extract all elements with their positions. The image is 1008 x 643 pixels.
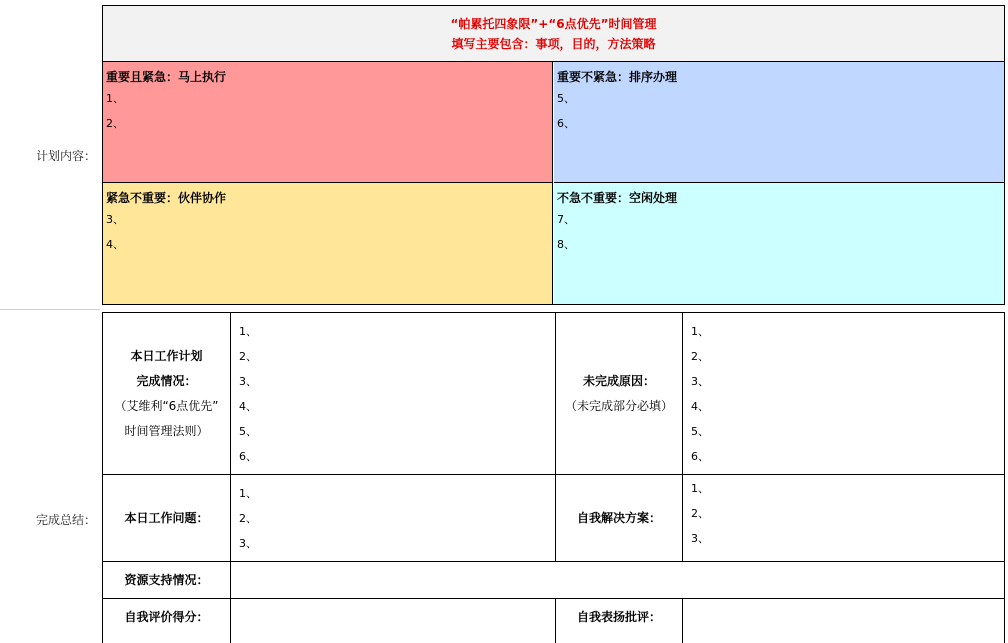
- quadrant-title: 不急不重要：空闲处理: [557, 191, 678, 205]
- quadrant-urgent-important[interactable]: [103, 62, 553, 183]
- list-item[interactable]: 2、: [239, 512, 257, 525]
- plan-header-title: “帕累托四象限”+“6点优先”时间管理: [450, 16, 657, 31]
- list-item[interactable]: 4、: [691, 400, 709, 413]
- self-score-label: [103, 599, 230, 635]
- unfinished-label-note: （未完成部分必填）: [564, 398, 673, 413]
- work-plan-label-line: 本日工作计划: [130, 348, 203, 363]
- plan-content-label: 计划内容：: [36, 149, 97, 163]
- list-item[interactable]: 1、: [691, 482, 709, 495]
- quadrant-item[interactable]: 6、: [557, 117, 575, 130]
- list-item[interactable]: 1、: [239, 325, 257, 338]
- quadrant-urgent-not-important[interactable]: [103, 183, 553, 304]
- quadrant-title: 重要不紧急：排序办理: [557, 70, 678, 84]
- self-solution-list[interactable]: [683, 475, 1004, 561]
- self-score-field[interactable]: [231, 599, 555, 643]
- list-item[interactable]: 6、: [239, 450, 257, 463]
- quadrant-item[interactable]: 8、: [557, 238, 575, 251]
- quadrant-title: 重要且紧急：马上执行: [106, 70, 227, 84]
- list-item[interactable]: 4、: [239, 400, 257, 413]
- list-item[interactable]: 5、: [239, 425, 257, 438]
- work-plan-label-note: （艾维利“6点优先”: [114, 398, 219, 413]
- work-plan-label-note: 时间管理法则）: [124, 423, 209, 438]
- summary-table: [102, 312, 1005, 643]
- list-item[interactable]: 3、: [691, 375, 709, 388]
- unfinished-reason-label: [556, 313, 682, 474]
- quadrant-item[interactable]: 1、: [106, 92, 124, 105]
- quadrant-item[interactable]: 4、: [106, 238, 124, 251]
- resource-support-label-text: 资源支持情况：: [124, 572, 209, 587]
- list-item[interactable]: 1、: [691, 325, 709, 338]
- list-item[interactable]: 2、: [691, 507, 709, 520]
- section-divider: [0, 309, 100, 310]
- list-item[interactable]: 3、: [239, 537, 257, 550]
- plan-table: [102, 5, 1005, 305]
- work-plan-list[interactable]: [231, 313, 555, 474]
- quadrant-item[interactable]: 3、: [106, 213, 124, 226]
- work-problems-label-text: 本日工作问题：: [124, 510, 209, 525]
- self-solution-label: [556, 475, 682, 561]
- unfinished-label-line: 未完成原因：: [582, 373, 655, 388]
- plan-header-subtitle: 填写主要包含：事项，目的，方法策略: [451, 36, 656, 51]
- quadrant-item[interactable]: 7、: [557, 213, 575, 226]
- work-plan-label: [103, 313, 230, 474]
- unfinished-reason-list[interactable]: [683, 313, 1004, 474]
- list-item[interactable]: 5、: [691, 425, 709, 438]
- work-problems-label: [103, 475, 230, 561]
- list-item[interactable]: 1、: [239, 487, 257, 500]
- self-score-label-text: 自我评价得分：: [124, 609, 209, 624]
- resource-support-label: [103, 562, 230, 598]
- self-review-field[interactable]: [683, 599, 1004, 643]
- work-problems-list[interactable]: [231, 475, 555, 561]
- list-item[interactable]: 2、: [691, 350, 709, 363]
- self-review-label-text: 自我表扬批评：: [576, 609, 661, 624]
- resource-support-field[interactable]: [231, 562, 1004, 598]
- self-review-label: [556, 599, 682, 635]
- list-item[interactable]: 3、: [691, 532, 709, 545]
- list-item[interactable]: 2、: [239, 350, 257, 363]
- self-solution-label-text: 自我解决方案：: [576, 510, 661, 525]
- quadrant-not-urgent-not-important[interactable]: [554, 183, 1004, 304]
- quadrant-item[interactable]: 5、: [557, 92, 575, 105]
- summary-label: 完成总结：: [36, 513, 97, 527]
- quadrant-important-not-urgent[interactable]: [554, 62, 1004, 183]
- list-item[interactable]: 6、: [691, 450, 709, 463]
- list-item[interactable]: 3、: [239, 375, 257, 388]
- work-plan-label-line: 完成情况：: [136, 373, 197, 388]
- quadrant-title: 紧急不重要：伙伴协作: [106, 191, 227, 205]
- quadrant-item[interactable]: 2、: [106, 117, 124, 130]
- plan-header: [103, 6, 1004, 62]
